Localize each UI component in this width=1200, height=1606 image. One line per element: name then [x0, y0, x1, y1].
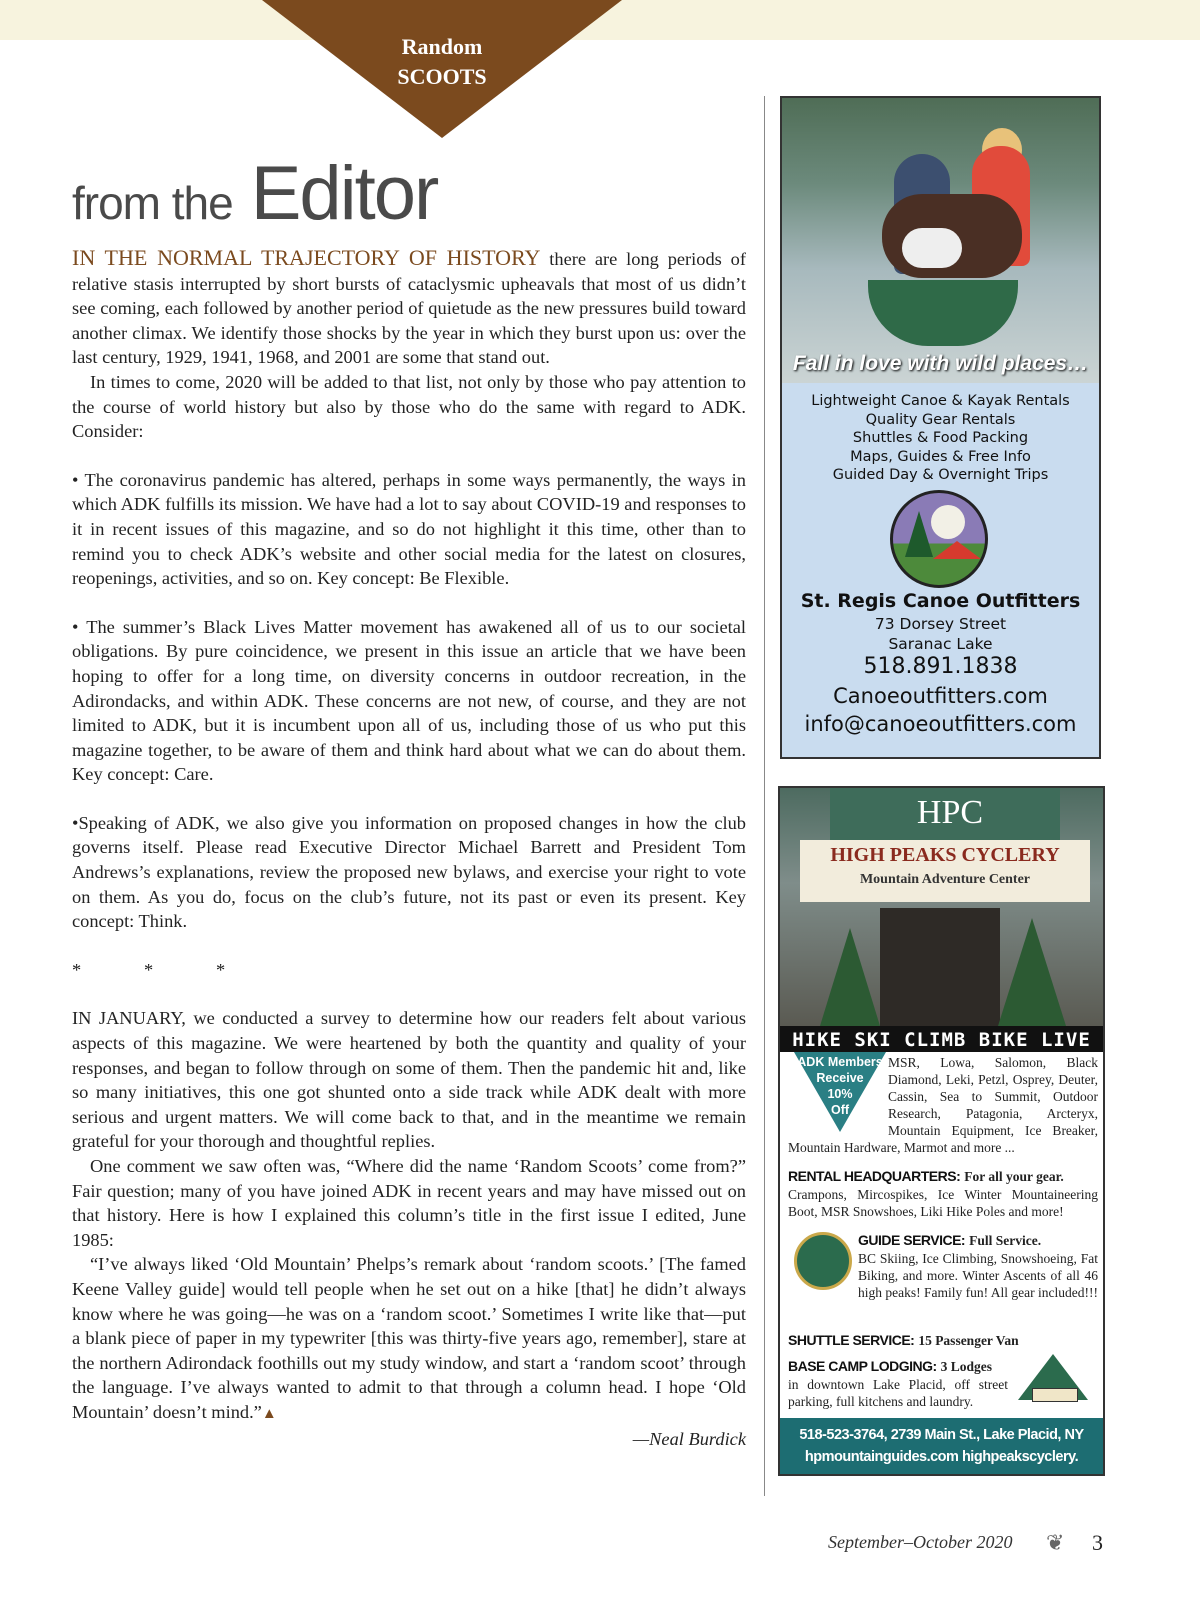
- web-contact: [782, 682, 1099, 738]
- website: Canoeoutfitters.com: [833, 684, 1048, 708]
- section-break: [72, 958, 746, 983]
- town: Saranac Lake: [888, 635, 993, 653]
- title-main: Editor: [250, 151, 438, 236]
- basecamp-subheading: 3 Lodges: [940, 1359, 993, 1374]
- section-label-line2: SCOOTS: [397, 64, 487, 89]
- bullet-pandemic: • The coronavirus pandemic has altered, perhaps in some ways permanently, the ways in which ADK fulfills its mission. We have had a lot to say about COVID-19 and responses to it in recent issues of this magazine, and so do not highlight it this time, other than to remind you to check ADK’s website and other social media for the latest on closures, reopenings, activities, and so on. Key concept: Be Flexible.: [72, 469, 746, 589]
- quote-text: “I’ve always liked ‘Old Mountain’ Phelps’s remark about ‘random scoots.’ [The famed Keene Valley guide] would tell people when he set out on a hike [that] he didn’t always know where he was going—he was on a ‘random scoot.’ Sometimes I write like that—put a blank piece of paper in my typewriter [this was thirty-five years ago, remember], stare at the northern Adirondack foothills out my study window, and start a ‘random scoot’ through the language. I’ve always wanted to admit to that through a column head. I hope ‘Old Mountain’ doesn’t mind.”: [72, 1254, 746, 1422]
- page-title: [72, 150, 437, 237]
- star: *: [216, 959, 226, 980]
- issue-date: September–October 2020: [828, 1532, 1013, 1552]
- store-sign-name: HIGH PEAKS CYCLERY: [830, 844, 1060, 866]
- email: info@canoeoutfitters.com: [804, 712, 1077, 736]
- section-label: [352, 32, 532, 92]
- store-sign: [800, 840, 1090, 902]
- paragraph-1: [72, 246, 746, 370]
- badge-line: ADK Members: [797, 1055, 883, 1069]
- shuttle-section: [788, 1332, 1098, 1350]
- store-sign-sub: Mountain Adventure Center: [859, 872, 1031, 887]
- canoe-logo-icon: [890, 490, 988, 588]
- star: *: [144, 959, 154, 980]
- street: 73 Dorsey Street: [874, 615, 1007, 633]
- services-list: [782, 392, 1099, 485]
- brands-list: MSR, Lowa, Salomon, Black Diamond, Leki, Petzl, Osprey, Deuter, Cassin, Sea to Summit, Outdoor Research, Patagonia, Arcteryx, Mountain Equipment, Ice Breaker, Mountain Hardware, Marmot and more ...: [788, 1055, 1098, 1155]
- signature: —Neal Burdick: [632, 1428, 746, 1449]
- member-discount-badge: [794, 1052, 884, 1122]
- lead-in: IN THE NORMAL TRAJECTORY OF HISTORY: [72, 245, 541, 270]
- shuttle-heading: SHUTTLE SERVICE:: [788, 1332, 915, 1348]
- contact-websites: hpmountainguides.com highpeakscyclery.: [804, 1449, 1079, 1465]
- contact-address: 518-523-3764, 2739 Main St., Lake Placid, NY: [799, 1427, 1084, 1443]
- phone: 518.891.1838: [863, 654, 1018, 679]
- rental-heading: RENTAL HEADQUARTERS:: [788, 1168, 961, 1184]
- leaf-ornament-icon: ❦: [1046, 1530, 1065, 1555]
- paragraph-survey: IN JANUARY, we conducted a survey to determine how our readers felt about various aspects of this magazine. We were heartened by both the quantity and quality of your responses, and began to follow through on some of them. Then the pandemic hit and, like so many initiatives, this one got shunted onto a side track while ADK dealt with more serious and urgent matters. We will come back to that, and in the meantime we remain grateful for your thorough and thoughtful replies.: [72, 1008, 746, 1152]
- page-number: 3: [1092, 1530, 1103, 1555]
- basecamp-text: in downtown Lake Placid, off street parking, full kitchens and laundry.: [788, 1377, 1008, 1409]
- rental-subheading: For all your gear.: [964, 1169, 1064, 1184]
- paragraph-quote: [72, 1252, 746, 1426]
- activities-bar: HIKE SKI CLIMB BIKE LIVE: [780, 1026, 1103, 1052]
- section-label-line1: Random: [401, 34, 483, 59]
- rental-text: Crampons, Mircospikes, Ice Winter Mountaineering Boot, MSR Snowshoes, Liki Hike Poles and more!: [788, 1187, 1098, 1219]
- guide-section: [788, 1232, 1098, 1301]
- paragraph-1-text: there are long periods of relative stasis interrupted by short bursts of cataclysmic upheavals that most of us didn’t see coming, each followed by another period of quietude as the new pressures build toward another climax. We identify those shocks by the year in which they burst upon us: over the last century, 1929, 1941, 1968, and 2001 are some that stand out.: [72, 249, 746, 368]
- service-item: Shuttles & Food Packing: [852, 430, 1029, 446]
- guide-heading: GUIDE SERVICE:: [858, 1232, 966, 1248]
- contact-bar: [780, 1418, 1103, 1474]
- service-item: Guided Day & Overnight Trips: [832, 467, 1049, 483]
- service-item: Lightweight Canoe & Kayak Rentals: [811, 393, 1070, 409]
- business-address: [782, 614, 1099, 654]
- canoe-photo: [782, 98, 1099, 383]
- guide-text: BC Skiing, Ice Climbing, Snowshoeing, Fat Biking, and more. Winter Ascents of all 46 high peaks! Family fun! All gear included!!!: [858, 1251, 1098, 1300]
- badge-line: Receive: [816, 1071, 864, 1085]
- high-peaks-cyclery-ad: [778, 786, 1105, 1476]
- article-body: [72, 246, 746, 1451]
- base-camp-logo-icon: [1008, 1354, 1098, 1406]
- paragraph-question: One comment we saw often was, “Where did the name ‘Random Scoots’ come from?” Fair question; many of you have joined ADK in recent years and may have missed out on that history. Here is how I explained this column’s title in the first issue I edited, June 1985:: [72, 1156, 746, 1250]
- star: *: [72, 959, 82, 980]
- end-triangle-icon: ▲: [261, 1405, 277, 1422]
- basecamp-section: [788, 1358, 1008, 1410]
- ad-tagline: Fall in love with wild places…: [792, 352, 1089, 375]
- adirondack-seal-icon: [794, 1232, 852, 1290]
- basecamp-heading: BASE CAMP LODGING:: [788, 1358, 937, 1374]
- shuttle-subheading: 15 Passenger Van: [918, 1333, 1019, 1348]
- guide-subheading: Full Service.: [969, 1233, 1042, 1248]
- business-name: St. Regis Canoe Outfitters: [800, 590, 1081, 612]
- rental-section: [788, 1168, 1098, 1220]
- service-item: Maps, Guides & Free Info: [850, 448, 1031, 465]
- paragraph-2: In times to come, 2020 will be added to that list, not only by those who pay attention to the course of world history but also by those who do the same with regard to ADK. Consider:: [72, 371, 746, 442]
- badge-line: Off: [830, 1103, 850, 1117]
- storefront-photo: [780, 788, 1103, 1026]
- service-item: Quality Gear Rentals: [865, 411, 1016, 428]
- hpc-logo: HPC: [916, 794, 984, 831]
- title-prefix: from the: [72, 177, 233, 229]
- badge-line: 10%: [827, 1087, 853, 1101]
- column-divider: [764, 96, 765, 1496]
- canoe-outfitters-ad: [780, 96, 1101, 759]
- bullet-blm: • The summer’s Black Lives Matter movement has awakened all of us to our societal obligations. By pure coincidence, we present in this issue an article that we have been hoping to offer for a long time, on diversity concerns in outdoor recreation, in the Adirondacks, and within ADK. These concerns are not new, of course, and they are not limited to ADK, but it is incumbent upon all of us, including those of us who put this magazine together, to be aware of them and think hard about what we can do about them. Key concept: Care.: [72, 616, 746, 785]
- bullet-governance: •Speaking of ADK, we also give you information on proposed changes in how the club governs itself. Please read Executive Director Michael Barrett and President Tom Andrews’s explanations, review the proposed new bylaws, and exercise your right to vote on them. As you do, focus on the club’s future, not its past or even its present. Key concept: Think.: [72, 812, 746, 932]
